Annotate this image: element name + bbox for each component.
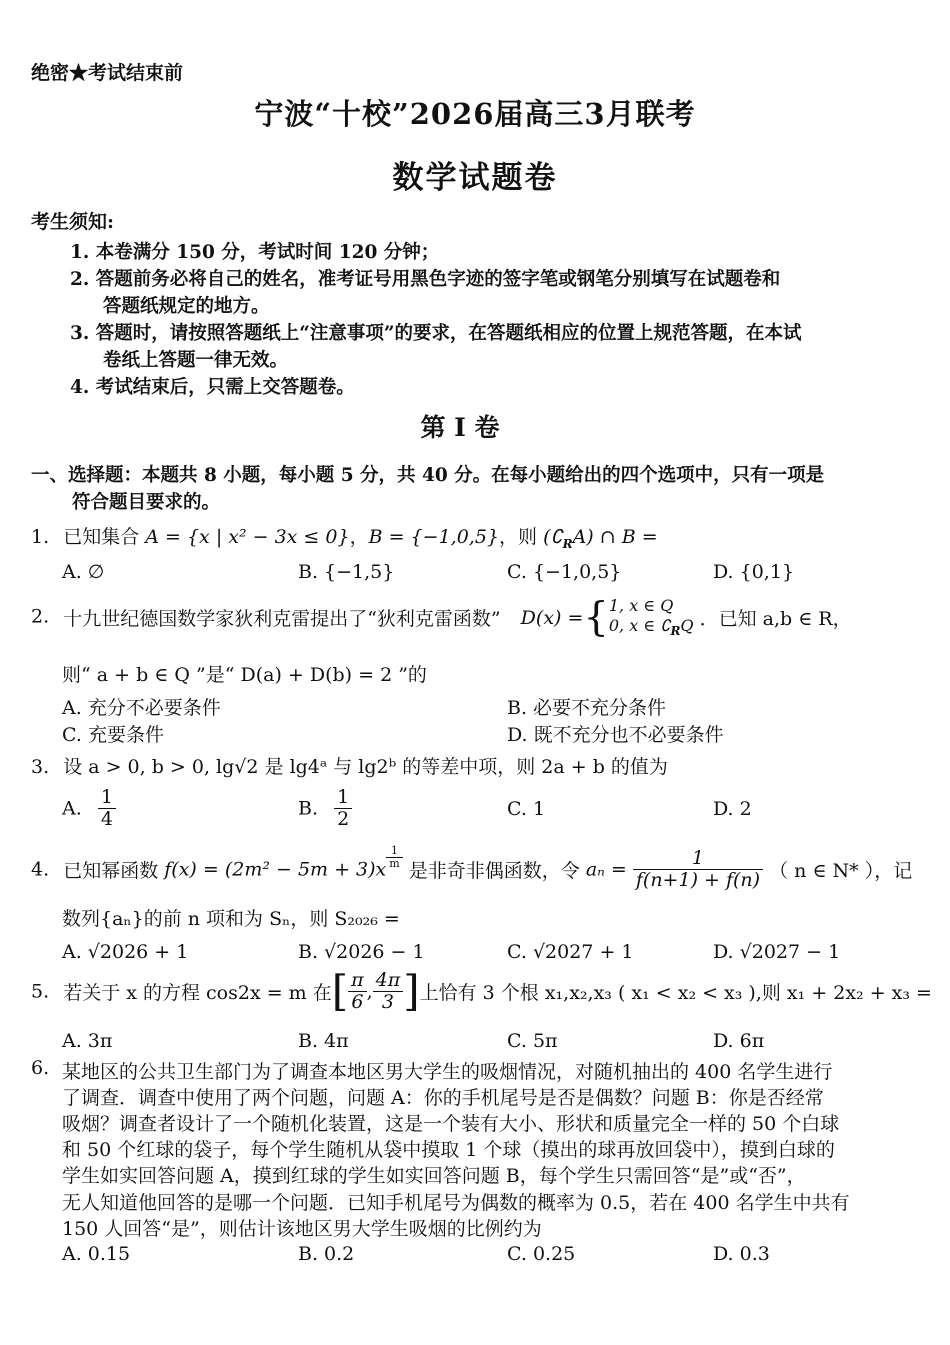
q6-option-c[interactable]: C. 0.25 [507,1243,576,1265]
q4-tail: （ n ∈ N* ），记 [769,859,913,882]
q4-text-a: 已知幂函数 [63,859,159,882]
q1-option-a[interactable]: A. ∅ [62,561,105,583]
q1-sub-r: R [562,536,573,551]
q6-option-a[interactable]: A. 0.15 [62,1243,131,1265]
frac-denominator: 6 [351,990,364,1013]
question-number: 5. [31,980,50,1003]
q4-option-b[interactable]: B. √2026 − 1 [298,941,425,963]
q2-case2: 0, x ∈ ∁ [608,616,671,635]
q3-text: 设 a > 0, b > 0, lg√2 是 lg4ᵃ 与 lg2ᵇ 的等差中项，则 2a + b 的值为 [63,756,668,778]
q5-frac-right [373,970,404,1013]
frac-denominator: f(n+1) + f(n) [635,868,761,891]
q3-opt-b-frac [334,787,352,830]
q4-option-c[interactable]: C. √2027 + 1 [507,941,634,963]
q5-option-d[interactable]: D. 6π [713,1030,765,1052]
q1-option-d[interactable]: D. {0,1} [713,561,795,583]
q2-cases [609,596,694,639]
q1-expr: $(∁_RA)$ ∩ B = [543,526,658,551]
frac-denominator: 4 [100,807,113,830]
q1-set-a: A = {x | x² − 3x ≤ 0} [145,526,350,548]
exam-subtitle: 数学试题卷 [392,160,558,196]
notice-item: 1. 本卷满分 150 分，考试时间 120 分钟； [70,242,440,263]
notice-item: 答题纸规定的地方。 [103,296,270,317]
q2-case2-end: Q [680,616,694,635]
q4-text-b: 是非奇非偶函数，令 [408,859,580,882]
notice-heading: 考生须知: [31,211,115,233]
q5-option-a[interactable]: A. 3π [62,1030,113,1052]
question-5-stem [31,966,932,1016]
q4-exponent [386,845,402,870]
notice-item: 3. 答题时，请按照答题纸上“注意事项”的要求，在答题纸相应的位置上规范答题，在本试 [70,323,802,344]
q4-option-d[interactable]: D. √2027 − 1 [713,941,841,963]
q3-option-d[interactable]: D. 2 [713,798,752,820]
q5-left-bracket: [ [331,966,349,1016]
question-6-line: 学生如实回答问题 A，摸到红球的学生如实回答问题 B，每个学生只需回答“是”或“否”， [62,1165,806,1187]
q1-option-b[interactable]: B. {−1,5} [298,561,395,583]
section-heading: 一、选择题：本题共 8 小题，每小题 5 分，共 40 分。在每小题给出的四个选项中，只有一项是 [31,465,825,486]
q2-text: 十九世纪德国数学家狄利克雷提出了“狄利克雷函数” [63,608,501,631]
q1-then: ，则 [499,526,538,548]
q5-option-b[interactable]: B. 4π [298,1030,349,1052]
q3-opt-a-label: A. [62,797,82,820]
frac-numerator: 1 [633,848,763,870]
q1-option-c[interactable]: C. {−1,0,5} [507,561,622,583]
q5-frac-left [348,970,367,1013]
q6-option-d[interactable]: D. 0.3 [713,1243,770,1265]
frac-numerator: 1 [98,787,116,809]
q5-comma: , [366,980,373,1003]
question-6-number: 6. [31,1057,50,1079]
q5-text-b: 上恰有 3 个根 x₁,x₂,x₃ ( x₁ < x₂ < x₃ ),则 x₁ + 2x₂ + x₃ = [419,981,932,1004]
q2-option-b[interactable]: B. 必要不充分条件 [507,697,667,719]
notice-item: 卷纸上答题一律无效。 [103,350,289,371]
q1-set-b: B = {−1,0,5} [368,526,499,548]
notice-item: 4. 考试结束后，只需上交答题卷。 [70,377,355,398]
question-6-line: 和 50 个红球的袋子，每个学生随机从袋中摸取 1 个球（摸出的球再放回袋中），摸到白球的 [62,1139,835,1161]
question-2-line2: 则“ a + b ∈ Q ”是“ D(a) + D(b) = 2 ”的 [62,664,427,686]
q2-case1: 1, x ∈ Q [608,596,674,615]
q1-text: 已知集合 [63,526,140,548]
question-4-line2: 数列{aₙ}的前 n 项和为 Sₙ，则 S₂₀₂₆ = [62,908,400,930]
question-3-stem [31,752,668,779]
q2-func: D(x) = [520,606,584,629]
frac-numerator: 4π [373,970,404,992]
q2-case2-sub: R [670,624,681,639]
confidential-label: 绝密★考试结束前 [31,62,184,84]
frac-numerator: 1 [386,845,402,858]
q2-option-c[interactable]: C. 充要条件 [62,724,164,746]
q2-option-d[interactable]: D. 既不充分也不必要条件 [507,724,724,746]
q3-opt-a-frac [98,787,116,830]
q3-opt-b-label: B. [298,797,319,820]
question-number: 2. [31,605,50,628]
frac-denominator: 2 [337,807,350,830]
section-heading-cont: 符合题目要求的。 [72,492,221,513]
q4-an: aₙ = [585,858,627,881]
part-title: 第 I 卷 [420,413,500,442]
q6-option-b[interactable]: B. 0.2 [298,1243,355,1265]
question-6-line: 无人知道他回答的是哪一个问题．已知手机尾号为偶数的概率为 0.5，若在 400 名学生中共有 [62,1192,850,1214]
frac-denominator: 3 [381,990,394,1013]
q4-frac [633,848,763,891]
question-6-line: 某地区的公共卫生部门为了调查本地区男大学生的吸烟情况，对随机抽出的 400 名学生进行 [62,1061,833,1083]
question-6-line: 吸烟？调查者设计了一个随机化装置，这是一个装有大小、形状和质量完全一样的 50 个白球 [62,1113,840,1135]
question-6-line: 了调查．调查中使用了两个问题，问题 A：你的手机尾号是否是偶数？问题 B：你是否经常 [62,1087,824,1109]
question-number: 3. [31,756,50,778]
notice-item: 2. 答题前务必将自己的姓名，准考证号用黑色字迹的签字笔或钢笔分别填写在试题卷和 [70,269,781,290]
q2-option-a[interactable]: A. 充分不必要条件 [62,697,221,719]
question-4-stem [31,845,912,891]
frac-numerator: 1 [334,787,352,809]
question-2-stem [31,596,852,639]
frac-denominator: m [389,857,400,871]
question-6-line: 150 人回答“是”，则估计该地区男大学生吸烟的比例约为 [62,1218,542,1240]
exam-title: 宁波“十校”2026届高三3月联考 [254,97,696,131]
q5-right-bracket: ] [403,966,420,1016]
question-number: 1. [31,526,50,548]
q3-option-c[interactable]: C. 1 [507,798,546,820]
q4-func: f(x) = (2m² − 5m + 3)x [164,858,387,881]
question-1-stem [31,522,658,551]
q2-tail: ．已知 a,b ∈ R， [699,608,852,631]
q4-option-a[interactable]: A. √2026 + 1 [62,941,189,963]
q3-option-a[interactable] [62,787,116,830]
q5-text-a: 若关于 x 的方程 cos2x = m 在 [63,981,332,1004]
q5-option-c[interactable]: C. 5π [507,1030,558,1052]
q1-sep: ， [349,526,369,548]
q3-option-b[interactable] [298,787,352,830]
frac-numerator: π [348,970,367,992]
q2-brace: { [583,594,609,641]
question-number: 4. [31,858,50,881]
